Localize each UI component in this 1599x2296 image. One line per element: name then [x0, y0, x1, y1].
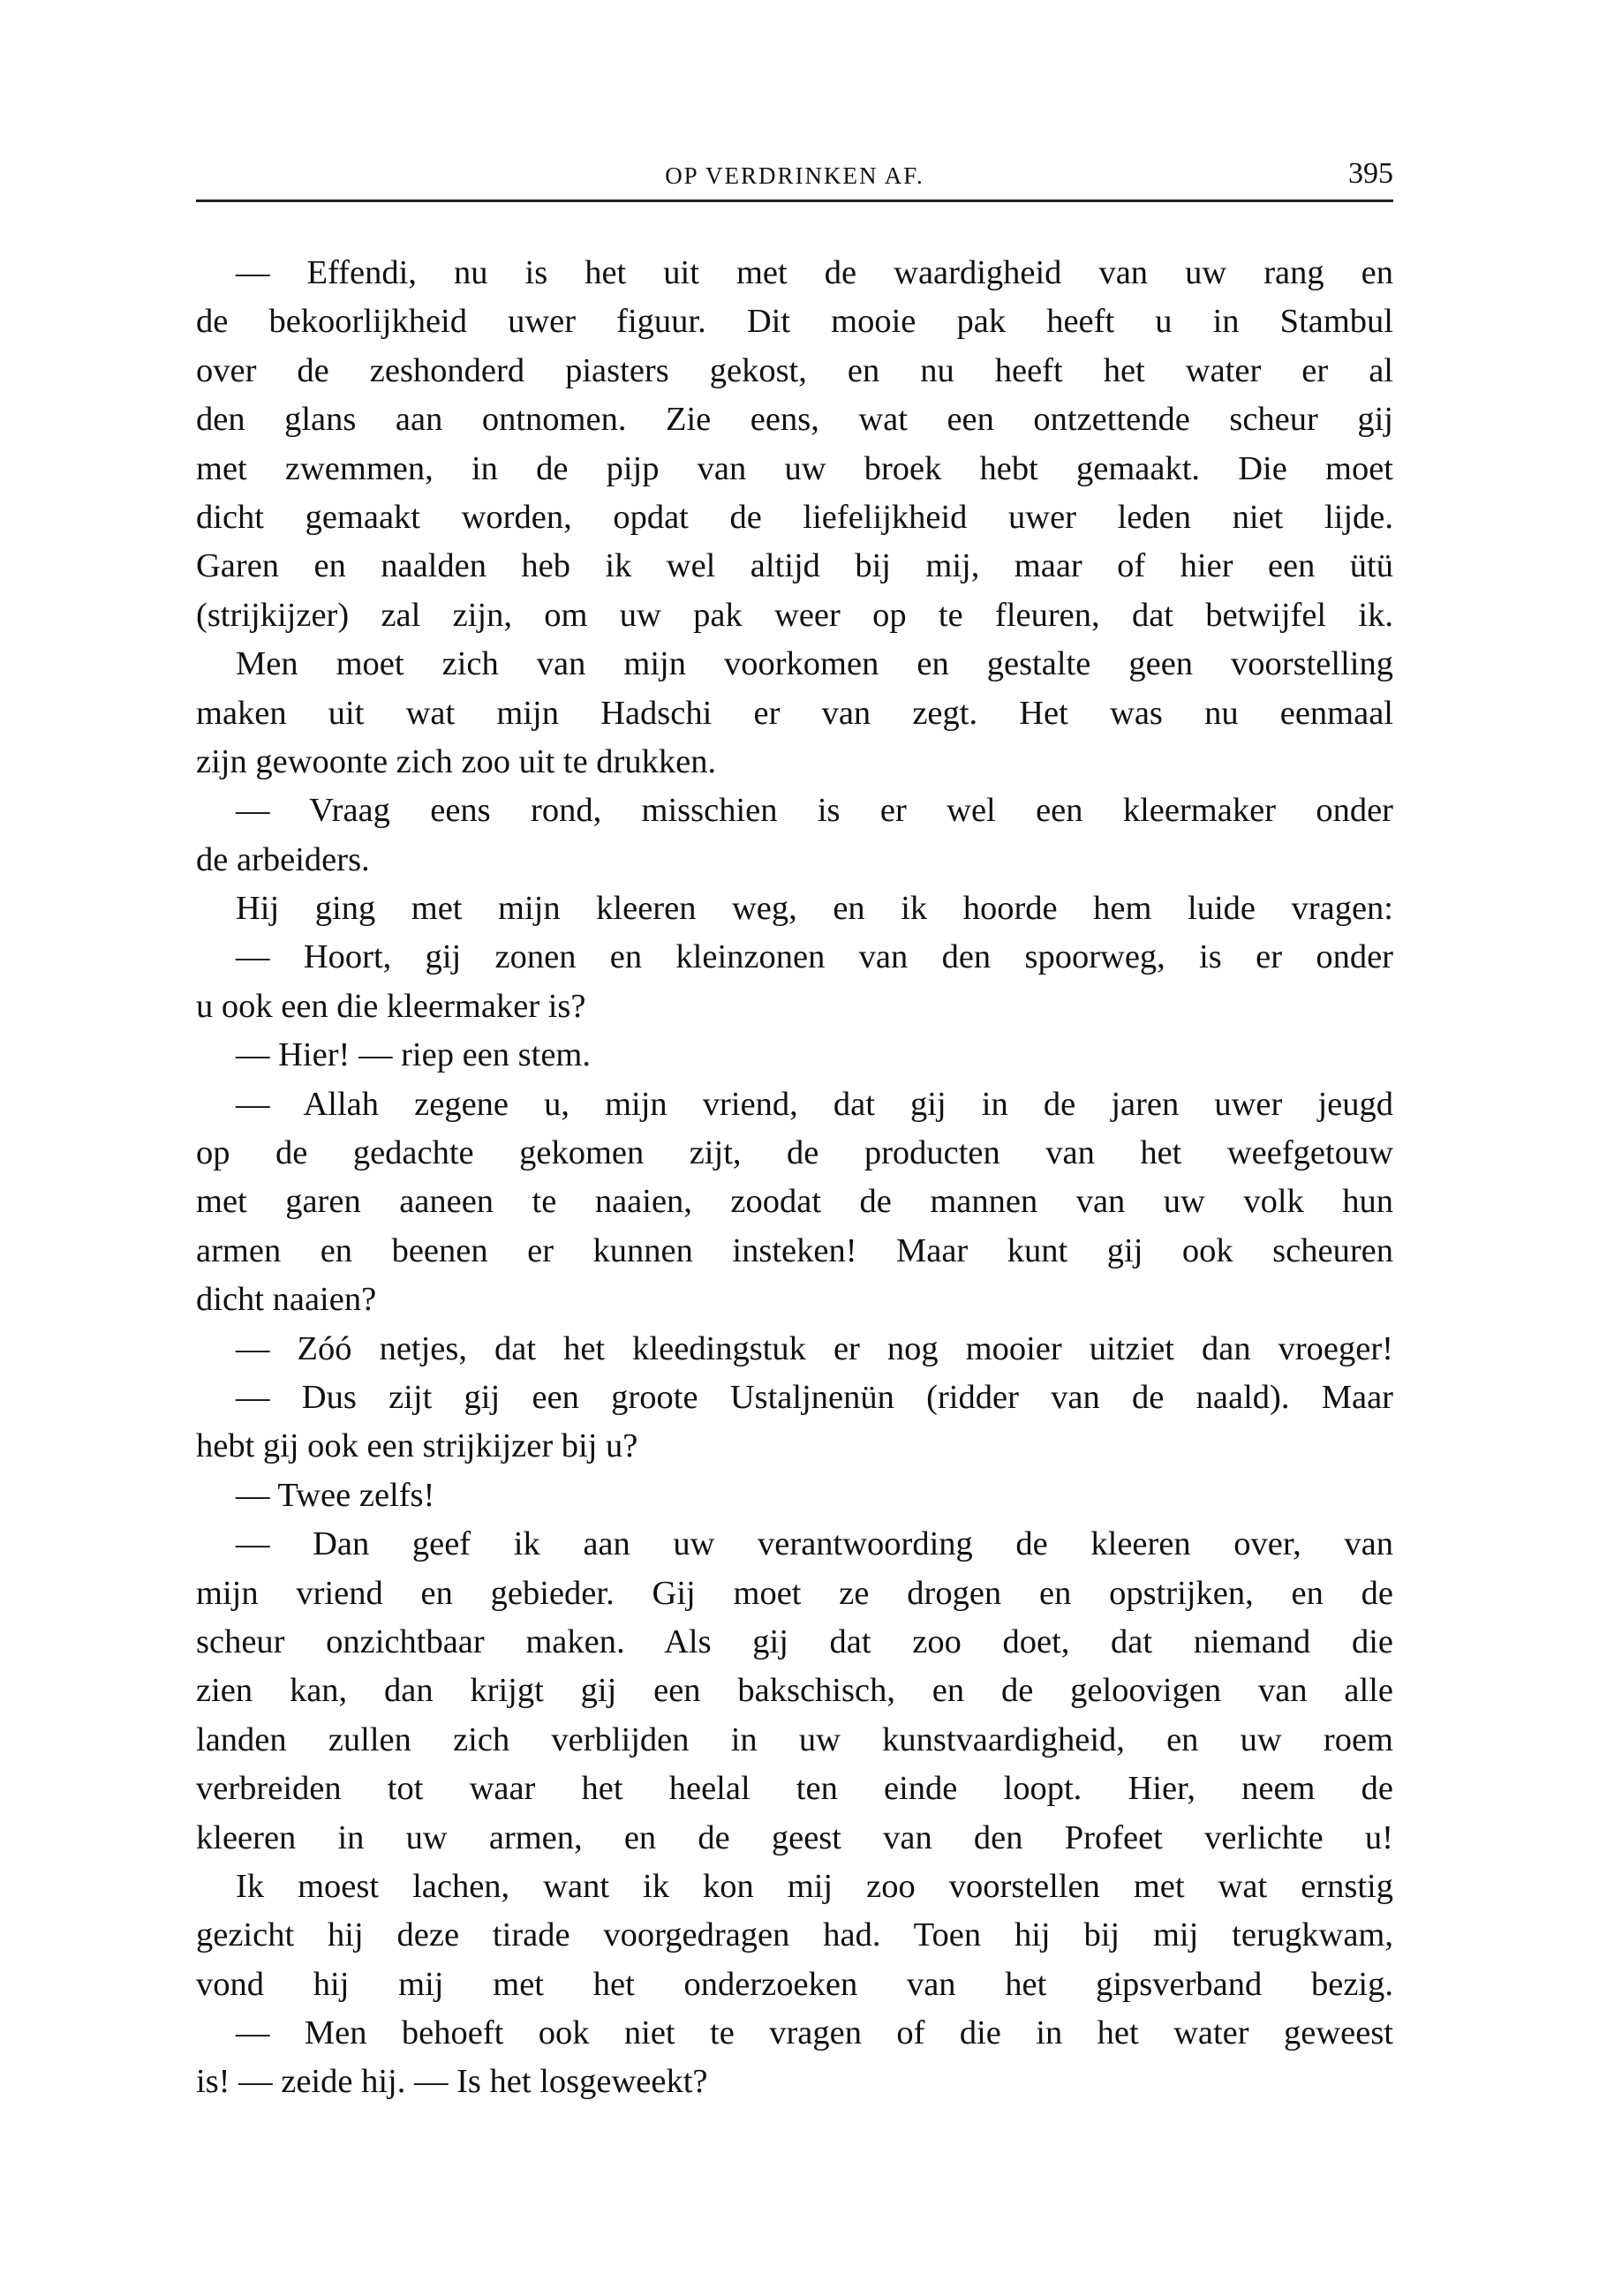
text-line: mijn vriend en gebieder. Gij moet ze drogen en opstrijken, en de: [196, 1574, 1393, 1612]
text-line: — Vraag eens rond, misschien is er wel een kleermaker onder: [236, 792, 1393, 830]
header-rule: [196, 199, 1393, 202]
text-line: is! — zeide hij. — Is het losgeweekt?: [196, 2063, 708, 2101]
text-line: maken uit wat mijn Hadschi er van zegt. Het was nu eenmaal: [196, 694, 1393, 732]
text-line: — Dus zijt gij een groote Ustaljnenün (ridder van de naald). Maar: [236, 1378, 1393, 1416]
paragraph: [196, 885, 1393, 933]
page-number: 395: [1348, 157, 1393, 190]
text-line: — Hier! — riep een stem.: [236, 1036, 591, 1074]
text-line: scheur onzichtbaar maken. Als gij dat zoo doet, dat niemand die: [196, 1622, 1393, 1660]
text-line: Ik moest lachen, want ik kon mij zoo voorstellen met wat ernstig: [236, 1867, 1393, 1905]
text-line: — Men behoeft ook niet te vragen of die in het water geweest: [236, 2014, 1393, 2052]
text-line: — Twee zelfs!: [236, 1476, 435, 1514]
text-line: Hij ging met mijn kleeren weg, en ik hoorde hem luide vragen:: [236, 890, 1393, 928]
running-title: OP VERDRINKEN AF.: [665, 162, 924, 189]
text-line: gezicht hij deze tirade voorgedragen had. Toen hij bij mij terugkwam,: [196, 1916, 1393, 1954]
text-line: met zwemmen, in de pijp van uw broek hebt gemaakt. Die moet: [196, 449, 1393, 487]
text-line: u ook een die kleermaker is?: [196, 987, 586, 1025]
text-line: kleeren in uw armen, en de geest van den Profeet verlichte u!: [196, 1818, 1393, 1856]
paragraph: [196, 787, 1393, 885]
text-line: op de gedachte gekomen zijt, de producten van het weefgetouw: [196, 1134, 1393, 1172]
paragraph: [196, 1863, 1393, 2009]
paragraph: [196, 2009, 1393, 2107]
text-line: hebt gij ook een strijkijzer bij u?: [196, 1427, 638, 1465]
text-line: verbreiden tot waar het heelal ten einde loopt. Hier, neem de: [196, 1770, 1393, 1808]
text-line: vond hij mij met het onderzoeken van het gipsverband bezig.: [196, 1965, 1393, 2003]
text-line: — Zóó netjes, dat het kleedingstuk er nog mooier uitziet dan vroeger!: [236, 1329, 1393, 1367]
text-line: landen zullen zich verblijden in uw kunstvaardigheid, en uw roem: [196, 1720, 1393, 1758]
text-line: zien kan, dan krijgt gij een bakschisch, en de geloovigen van alle: [196, 1672, 1393, 1710]
running-header: [196, 157, 1393, 192]
paragraph: [196, 1520, 1393, 1863]
text-line: dicht gemaakt worden, opdat de liefelijkheid uwer leden niet lijde.: [196, 498, 1393, 536]
paragraph: [196, 1080, 1393, 1325]
paragraph: [196, 1374, 1393, 1472]
text-line: de bekoorlijkheid uwer figuur. Dit mooie pak heeft u in Stambul: [196, 303, 1393, 341]
text-line: — Hoort, gij zonen en kleinzonen van den spoorweg, is er onder: [236, 938, 1393, 976]
text-line: (strijkijzer) zal zijn, om uw pak weer op te fleuren, dat betwijfel ik.: [196, 596, 1393, 634]
text-line: — Allah zegene u, mijn vriend, dat gij in de jaren uwer jeugd: [236, 1085, 1393, 1123]
text-line: met garen aaneen te naaien, zoodat de mannen van uw volk hun: [196, 1183, 1393, 1221]
text-line: Men moet zich van mijn voorkomen en gestalte geen voorstelling: [236, 645, 1393, 683]
text-line: de arbeiders.: [196, 840, 370, 878]
paragraph: [196, 1325, 1393, 1374]
paragraph: [196, 249, 1393, 640]
text-line: dicht naaien?: [196, 1281, 377, 1319]
text-line: armen en beenen er kunnen insteken! Maar kunt gij ook scheuren: [196, 1231, 1393, 1269]
text-line: over de zeshonderd piasters gekost, en nu heeft het water er al: [196, 351, 1393, 389]
paragraph: [196, 1472, 1393, 1520]
text-line: Garen en naalden heb ik wel altijd bij mij, maar of hier een ütü: [196, 547, 1393, 585]
text-line: den glans aan ontnomen. Zie eens, wat een ontzettende scheur gij: [196, 401, 1393, 439]
page-body: [196, 249, 1393, 2107]
paragraph: [196, 640, 1393, 787]
text-line: — Effendi, nu is het uit met de waardigheid van uw rang en: [236, 254, 1393, 291]
paragraph: [196, 1031, 1393, 1080]
text-line: zijn gewoonte zich zoo uit te drukken.: [196, 742, 717, 780]
paragraph: [196, 933, 1393, 1031]
text-line: — Dan geef ik aan uw verantwoording de kleeren over, van: [236, 1525, 1393, 1563]
